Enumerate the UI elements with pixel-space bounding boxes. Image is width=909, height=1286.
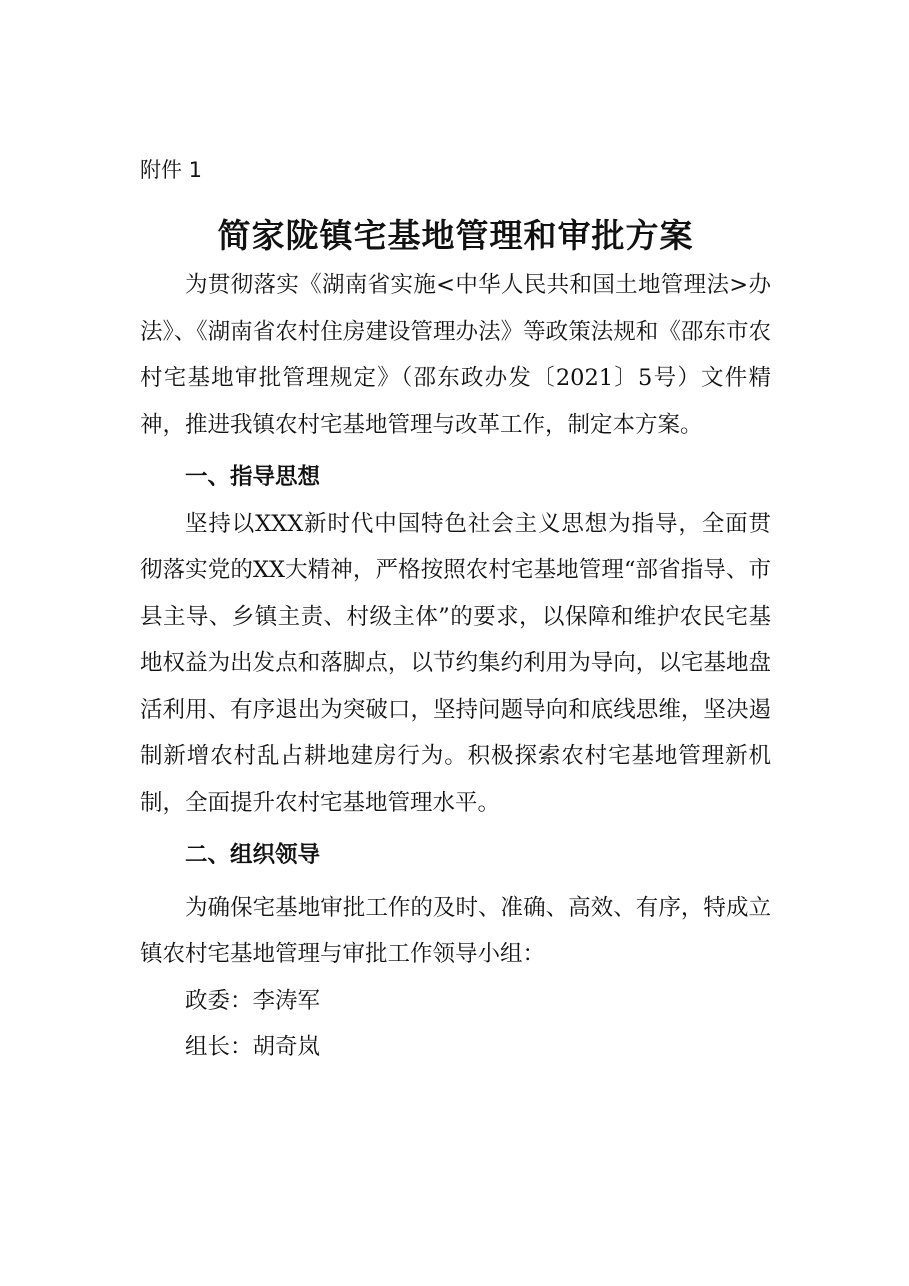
section-heading-organization: 二、组织领导 <box>185 842 321 868</box>
intro-paragraph: 为贯彻落实《湖南省实施<中华人民共和国土地管理法>办法》、《湖南省农村住房建设管理办法》等政策法规和《邵东市农村宅基地审批管理规定》（邵东政办发〔2021〕5号）文件精神，推进我镇农村宅基地管理与改革工作，制定本方案。 <box>140 272 771 438</box>
member-line-commissar: 政委：李涛军 <box>185 987 321 1014</box>
organization-paragraph: 为确保宅基地审批工作的及时、准确、高效、有序，特成立镇农村宅基地管理与审批工作领导小组： <box>140 894 771 967</box>
document-body <box>140 262 771 1071</box>
guiding-paragraph: 坚持以XXX新时代中国特色社会主义思想为指导，全面贯彻落实党的XX大精神，严格按照农村宅基地管理“部省指导、市县主导、乡镇主责、村级主体”的要求，以保障和维护农民宅基地权益为出发点和落脚点，以节约集约利用为导向，以宅基地盘活利用、有序退出为突破口，坚持问题导向和底线思维，坚决遏制新增农村乱占耕地建房行为。积极探索农村宅基地管理新机制，全面提升农村宅基地管理水平。 <box>140 510 771 816</box>
member-line-leader: 组长：胡奇岚 <box>185 1034 321 1060</box>
section-heading-guiding: 一、指导思想 <box>185 464 321 490</box>
attachment-label: 附件 1 <box>140 158 203 182</box>
document-title: 简家陇镇宅基地管理和审批方案 <box>217 216 694 255</box>
